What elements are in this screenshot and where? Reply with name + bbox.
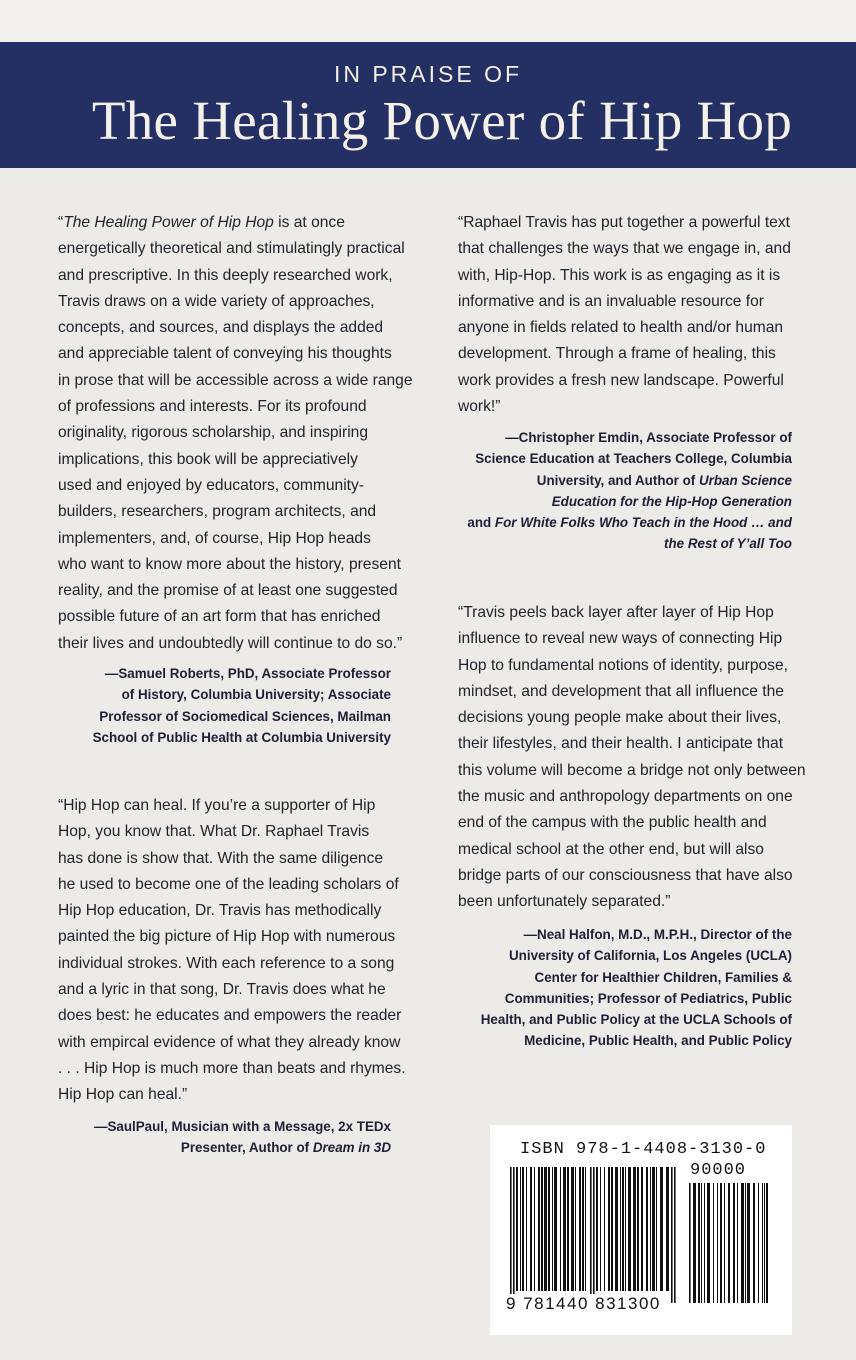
- quote-line: [58, 793, 406, 819]
- addon-bar: [764, 1183, 765, 1303]
- text-run: their lifestyles, and their health. I anticipate that: [458, 735, 784, 753]
- quote-line: [458, 626, 806, 652]
- barcode-bar: [582, 1167, 584, 1291]
- attribution-line: [94, 1116, 391, 1137]
- quote-line: [58, 315, 413, 341]
- quote-line: [458, 368, 791, 394]
- addon-bar: [758, 1183, 759, 1303]
- text-run: implementers, and, of course, Hip Hop heads: [58, 529, 371, 547]
- barcode-bar: [666, 1167, 669, 1291]
- barcode-bar: [520, 1167, 521, 1291]
- quote-line: [58, 1082, 406, 1108]
- text-run: Travis draws on a wide variety of approaches,: [58, 292, 375, 310]
- barcode-bar: [615, 1167, 618, 1291]
- addon-bar: [704, 1183, 705, 1303]
- addon-bar: [745, 1183, 746, 1303]
- barcode-bar: [538, 1167, 540, 1291]
- addon-bar: [733, 1183, 735, 1303]
- text-run: Hip Hop can heal.”: [58, 1086, 188, 1104]
- attribution-line: [481, 1009, 792, 1030]
- isbn-barcode: [490, 1125, 792, 1335]
- barcode-bar: [516, 1167, 518, 1291]
- barcode-bar: [641, 1167, 643, 1291]
- barcode-bar: [541, 1167, 543, 1291]
- addon-bar: [713, 1183, 714, 1303]
- text-run: Medicine, Public Health, and Public Policy: [524, 1033, 792, 1049]
- text-run: is at once: [273, 214, 345, 231]
- praise-quote-halfon: [458, 600, 806, 916]
- text-run: possible future of an art form that has enriched: [58, 608, 381, 626]
- praise-quote-roberts: [58, 210, 413, 657]
- attribution-line: [467, 491, 792, 512]
- barcode-bar: [548, 1167, 550, 1291]
- text-run: and a lyric in that song, Dr. Travis does what he: [58, 981, 386, 999]
- text-run: work!”: [458, 398, 501, 416]
- attribution-line: [93, 663, 391, 684]
- quote-line: [458, 837, 806, 863]
- quote-line: [58, 289, 413, 315]
- text-run: “: [58, 214, 64, 231]
- quote-line: [58, 368, 413, 394]
- text-run: —SaulPaul, Musician with a Message, 2x TEDx: [94, 1119, 391, 1134]
- text-run: “Travis peels back layer after layer of Hip Hop: [458, 604, 774, 621]
- text-run: with empircal evidence of what they already know: [58, 1033, 401, 1051]
- barcode-bar: [596, 1167, 598, 1291]
- text-run: and prescriptive. In this deeply researched work,: [58, 266, 393, 284]
- barcode-bar: [608, 1167, 610, 1291]
- attribution-emdin: [467, 427, 792, 555]
- barcode-bar: [522, 1167, 524, 1291]
- barcode-bar: [625, 1167, 626, 1291]
- text-run: mindset, and development that all influence the: [458, 682, 784, 700]
- addon-bar: [693, 1183, 696, 1303]
- barcode-guard-bar: [510, 1167, 512, 1303]
- barcode-bar: [600, 1167, 601, 1291]
- quote-line: [458, 705, 806, 731]
- quote-line: [58, 236, 413, 262]
- quote-line: [458, 394, 791, 420]
- quote-line: [58, 552, 413, 578]
- quote-line: [458, 315, 791, 341]
- attribution-saulpaul: [94, 1116, 391, 1159]
- quote-line: [58, 394, 413, 420]
- attribution-roberts: [93, 663, 391, 748]
- quote-line: [458, 758, 806, 784]
- barcode-guard-bar: [513, 1167, 515, 1303]
- barcode-bar: [650, 1167, 651, 1291]
- quote-line: [58, 447, 413, 473]
- barcode-bar: [633, 1167, 636, 1291]
- quote-line: [458, 679, 806, 705]
- quote-line: [58, 1030, 406, 1056]
- quote-line: [58, 473, 413, 499]
- addon-bar: [720, 1183, 722, 1303]
- ean-digits: 9 781440 831300: [506, 1294, 661, 1313]
- quote-line: [58, 819, 406, 845]
- quote-line: [458, 236, 791, 262]
- addon-bar: [724, 1183, 725, 1303]
- text-run: “Raphael Travis has put together a powerful text: [458, 214, 790, 231]
- text-run: “Hip Hop can heal. If you’re a supporter of Hip: [58, 797, 376, 814]
- barcode-bar: [585, 1167, 586, 1291]
- barcode-bar: [628, 1167, 631, 1291]
- text-run: Professor of Sociomedical Sciences, Mailman: [99, 708, 391, 724]
- text-run: he used to become one of the leading scholars of: [58, 875, 399, 893]
- text-run: Center for Healthier Children, Families &: [534, 969, 792, 985]
- addon-bar: [747, 1183, 750, 1303]
- quote-line: [58, 420, 413, 446]
- text-run: Hop to fundamental notions of identity, purpose,: [458, 656, 788, 674]
- praise-quote-emdin: [458, 210, 791, 420]
- text-run: Hop, you know that. What Dr. Raphael Travis: [58, 823, 370, 841]
- barcode-guard-bar: [671, 1167, 673, 1303]
- text-run: development. Through a frame of healing, this: [458, 345, 776, 363]
- attribution-line: [481, 988, 792, 1009]
- barcode-bar: [563, 1167, 566, 1291]
- text-run: Hip Hop education, Dr. Travis has methodically: [58, 902, 382, 920]
- text-run: Communities; Professor of Pediatrics, Public: [504, 990, 792, 1006]
- italic-title-text: Education for the Hip-Hop Generation: [551, 493, 792, 509]
- attribution-line: [481, 967, 792, 988]
- quote-line: [58, 210, 413, 236]
- quote-line: [58, 526, 413, 552]
- text-run: of History, Columbia University; Associate: [121, 687, 391, 703]
- barcode-bar: [544, 1167, 547, 1291]
- text-run: in prose that will be accessible across a wide range: [58, 371, 413, 389]
- barcode-bar: [567, 1167, 569, 1291]
- text-run: concepts, and sources, and displays the added: [58, 319, 384, 337]
- barcode-bar: [526, 1167, 527, 1291]
- quote-line: [58, 872, 406, 898]
- barcode-bar: [571, 1167, 574, 1291]
- addon-bar: [741, 1183, 744, 1303]
- quote-line: [58, 898, 406, 924]
- quote-line: [458, 210, 791, 236]
- quote-line: [58, 977, 406, 1003]
- italic-title-text: Urban Science: [698, 472, 792, 488]
- text-run: energetically theoretical and stimulatingly practical: [58, 240, 405, 258]
- quote-line: [58, 846, 406, 872]
- title-banner: [0, 42, 856, 168]
- attribution-line: [481, 945, 792, 966]
- quote-line: [458, 731, 806, 757]
- text-run: School of Public Health at Columbia University: [92, 729, 391, 745]
- barcode-bar: [552, 1167, 553, 1291]
- text-run: their lives and undoubtedly will continue to do so.”: [58, 634, 403, 652]
- attribution-line: [467, 533, 792, 554]
- text-run: —Samuel Roberts, PhD, Associate Professor: [104, 666, 391, 681]
- text-run: decisions young people make about their lives,: [458, 709, 782, 727]
- banner-book-title: The Healing Power of Hip Hop: [91, 90, 793, 151]
- addon-guard-bar: [689, 1183, 691, 1303]
- banner-pretitle: IN PRAISE OF: [333, 61, 523, 87]
- attribution-line: [467, 427, 792, 448]
- addon-bar: [766, 1183, 768, 1303]
- quote-line: [58, 924, 406, 950]
- text-run: with, Hip-Hop. This work is as engaging as it is: [458, 266, 781, 284]
- barcode-guard-bar: [674, 1167, 676, 1303]
- barcode-bar: [530, 1167, 532, 1291]
- text-run: University of California, Los Angeles (UCLA): [509, 948, 792, 964]
- quote-line: [458, 810, 806, 836]
- italic-title-text: the Rest of Y’all Too: [664, 536, 792, 552]
- attribution-line: [467, 448, 792, 469]
- barcode-bar: [656, 1167, 657, 1291]
- text-run: does best: he educates and empowers the reader: [58, 1007, 402, 1025]
- text-run: work provides a fresh new landscape. Powerful: [458, 371, 784, 389]
- quote-line: [458, 889, 806, 915]
- attribution-line: [481, 924, 792, 945]
- text-run: University, and Author of: [536, 472, 699, 488]
- text-run: and appreciable talent of conveying his thoughts: [58, 345, 392, 363]
- text-run: individual strokes. With each reference to a song: [58, 954, 395, 972]
- addon-bar: [762, 1183, 763, 1303]
- addon-bar: [717, 1183, 718, 1303]
- text-run: bridge parts of our consciousness that have also: [458, 866, 793, 884]
- barcode-bar: [652, 1167, 655, 1291]
- quote-line: [458, 263, 791, 289]
- attribution-line: [94, 1137, 391, 1158]
- text-run: informative and is an invaluable resource for: [458, 292, 764, 310]
- quote-line: [58, 951, 406, 977]
- barcode-bar: [637, 1167, 639, 1291]
- text-run: the music and anthropology departments on one: [458, 788, 793, 806]
- text-run: medical school at the other end, but will also: [458, 840, 764, 858]
- barcode-bar: [579, 1167, 581, 1291]
- barcode-guard-bar: [593, 1167, 595, 1303]
- attribution-line: [467, 512, 792, 533]
- text-run: . . . Hip Hop is much more than beats and rhymes.: [58, 1059, 406, 1077]
- barcode-bar: [611, 1167, 613, 1291]
- attribution-line: [467, 470, 792, 491]
- addon-bar: [707, 1183, 710, 1303]
- barcode-guard-bar: [590, 1167, 592, 1303]
- barcode-bar: [575, 1167, 576, 1291]
- quote-line: [458, 653, 806, 679]
- quote-line: [58, 1056, 406, 1082]
- addon-bar: [698, 1183, 700, 1303]
- text-run: anyone in fields related to health and/or human: [458, 319, 784, 337]
- top-margin: [0, 0, 856, 42]
- italic-title-text: For White Folks Who Teach in the Hood … and: [494, 515, 792, 531]
- text-run: that challenges the ways that we engage in, and: [458, 240, 791, 258]
- text-run: painted the big picture of Hip Hop with numerous: [58, 928, 396, 946]
- attribution-line: [93, 727, 391, 748]
- attribution-line: [93, 684, 391, 705]
- quote-line: [458, 289, 791, 315]
- quote-line: [58, 631, 413, 657]
- attribution-line: [481, 1030, 792, 1051]
- barcode-bar: [622, 1167, 624, 1291]
- barcode-bar: [646, 1167, 648, 1291]
- text-run: used and enjoyed by educators, community-: [58, 476, 364, 494]
- addon-bar: [737, 1183, 738, 1303]
- barcode-bar: [560, 1167, 561, 1291]
- quote-line: [58, 341, 413, 367]
- barcode-bar: [534, 1167, 535, 1291]
- quote-line: [458, 784, 806, 810]
- quote-line: [458, 600, 806, 626]
- text-run: been unfortunately separated.”: [458, 893, 671, 911]
- barcode-bar: [554, 1167, 557, 1291]
- barcode-bar: [604, 1167, 605, 1291]
- quote-line: [58, 604, 413, 630]
- text-run: Science Education at Teachers College, Columbia: [475, 451, 792, 467]
- text-run: implications, this book will be appreciatively: [58, 450, 358, 468]
- attribution-line: [93, 706, 391, 727]
- text-run: Presenter, Author of: [180, 1140, 313, 1156]
- text-run: has done is show that. With the same diligence: [58, 849, 384, 867]
- barcode-bar: [660, 1167, 663, 1291]
- quote-line: [58, 1003, 406, 1029]
- text-run: reality, and the promise of at least one suggested: [58, 582, 398, 600]
- text-run: originality, rigorous scholarship, and inspiring: [58, 424, 369, 442]
- italic-title-text: The Healing Power of Hip Hop: [63, 214, 274, 231]
- text-run: this volume will become a bridge not only between: [458, 761, 806, 779]
- text-run: builders, researchers, program architects, and: [58, 503, 377, 521]
- addon-bar: [753, 1183, 755, 1303]
- text-run: Health, and Public Policy at the UCLA Schools of: [480, 1012, 792, 1028]
- text-run: —Neal Halfon, M.D., M.P.H., Director of the: [523, 927, 792, 942]
- text-run: —Christopher Emdin, Associate Professor of: [505, 430, 792, 445]
- addon-bar: [728, 1183, 730, 1303]
- quote-line: [458, 341, 791, 367]
- addon-bar: [701, 1183, 702, 1303]
- quote-line: [58, 578, 413, 604]
- attribution-halfon: [481, 924, 792, 1052]
- isbn-number: ISBN 978-1-4408-3130-0: [520, 1140, 767, 1159]
- text-run: influence to reveal new ways of connecting Hip: [458, 630, 783, 648]
- text-run: end of the campus with the public health and: [458, 814, 767, 832]
- praise-quote-saulpaul: [58, 793, 406, 1109]
- text-run: of professions and interests. For its profound: [58, 398, 367, 416]
- italic-title-text: Dream in 3D: [312, 1140, 391, 1156]
- quote-line: [58, 499, 413, 525]
- quote-line: [458, 863, 806, 889]
- quote-line: [58, 263, 413, 289]
- barcode-bar: [620, 1167, 621, 1291]
- text-run: and: [467, 515, 495, 531]
- price-code: 90000: [690, 1161, 747, 1180]
- text-run: who want to know more about the history, present: [58, 555, 401, 573]
